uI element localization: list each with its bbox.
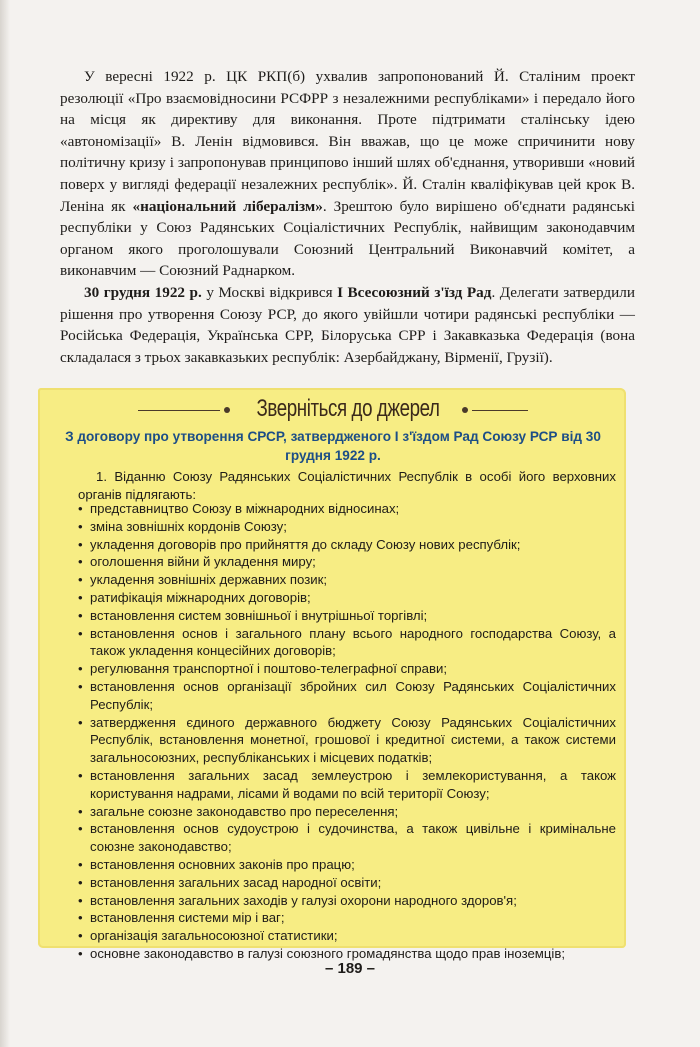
list-item: • встановлення систем зовнішньої і внутрішньої торгівлі; [78,607,616,625]
list-item: • регулювання транспортної і поштово-телеграфної справи; [78,660,616,678]
list-item: • організація загальносоюзної статистики; [78,927,616,945]
source-box-header [38,393,626,427]
source-box-intro: 1. Віданню Союзу Радянських Соціалістичних Республік в особі його верховних органів підлягають: [78,469,616,502]
p1-bold-segment: «національний лібералізм» [132,197,323,215]
list-item: • встановлення основних законів про працю; [78,856,616,874]
p1-segment: У вересні 1922 р. ЦК РКП(б) ухвалив запропонований Й. Сталіним проект резолюції «Про взаємовідносини РСФРР з незалежними республіками» і передало його на місця як директиву для виконання. Проте підтримати сталінську ідею «автономізації» В. Ленін відмовився. Він вважав, що це може спричинити нову політичну кризу і запропонував принципово інший шлях об'єднання, утворивши «новий поверх у вигляді федерації незалежних республік». Й. Сталін кваліфікував цей крок В. Леніна як [60,68,635,215]
list-item: • укладення договорів про прийняття до складу Союзу нових республік; [78,536,616,554]
list-item: • встановлення основ і загального плану всього народного господарства Союзу, а також укладення концесійних договорів; [78,625,616,661]
paragraph-2 [60,282,635,368]
list-item: • загальне союзне законодавство про переселення; [78,803,616,821]
p2-bold-date: 30 грудня 1922 р. [84,283,202,301]
list-item: • встановлення основ організації збройних сил Союзу Радянських Соціалістичних Республік; [78,678,616,714]
header-dot-right [462,407,468,413]
page-edge-shadow [0,0,10,1047]
p2-segment: . Делегати затвердили рішення про утворення Союзу РСР, до якого увійшли чотири радянські республіки — Російська Федерація, Українська СРР, Білоруська СРР і Закавказька Федерація (вона складалася з трьох закавказьких республік: Азербайджану, Вірменії, Грузії). [60,283,635,366]
p1-segment: . Зрештою було вирішено об'єднати радянські республіки у Союз Радянських Соціалістичних Республік, найвищим законодавчим органом якого проголошували Союзний Центральний Виконавчий комітет, а виконавчим — Союзний Раднарком. [60,197,635,280]
list-item: • встановлення загальних засад народної освіти; [78,874,616,892]
list-item: • представництво Союзу в міжнародних відносинах; [78,500,616,518]
source-box [38,388,626,961]
paragraph-1 [60,66,635,282]
list-item: • оголошення війни й укладення миру; [78,553,616,571]
header-rule-right [472,410,528,411]
p2-segment: у Москві відкрився [201,283,338,301]
page-number: – 189 – [324,960,376,977]
list-item: • встановлення системи мір і ваг; [78,909,616,927]
list-item: • встановлення загальних засад землеустрою і землекористування, а також користування надрами, лісами й водами по всій території Союзу; [78,767,616,803]
main-text [60,66,635,368]
header-rule-left [138,410,220,411]
list-item: • ратифікація міжнародних договорів; [78,589,616,607]
source-box-title: Зверніться до джерел [256,395,440,422]
p2-bold-congress: І Всесоюзний з'їзд Рад [337,283,492,301]
list-item: • встановлення загальних заходів у галузі охорони народного здоров'я; [78,892,616,910]
list-item: • укладення зовнішніх державних позик; [78,571,616,589]
source-box-subtitle: З договору про утворення СРСР, затвердженого І з'їздом Рад Союзу РСР від 30 грудня 1922 р. [65,429,601,463]
list-item: • встановлення основ судоустрою і судочинства, а також цивільне і кримінальне союзне законодавство; [78,820,616,856]
source-box-list [78,500,616,963]
list-item: • основне законодавство в галузі союзного громадянства щодо прав іноземців; [78,945,616,963]
list-item: • затвердження єдиного державного бюджету Союзу Радянських Соціалістичних Республік, встановлення монетної, грошової і кредитної системи, а також системи загальносоюзних, республіканських і місцевих податків; [78,714,616,767]
header-dot-left [224,407,230,413]
list-item: • зміна зовнішніх кордонів Союзу; [78,518,616,536]
